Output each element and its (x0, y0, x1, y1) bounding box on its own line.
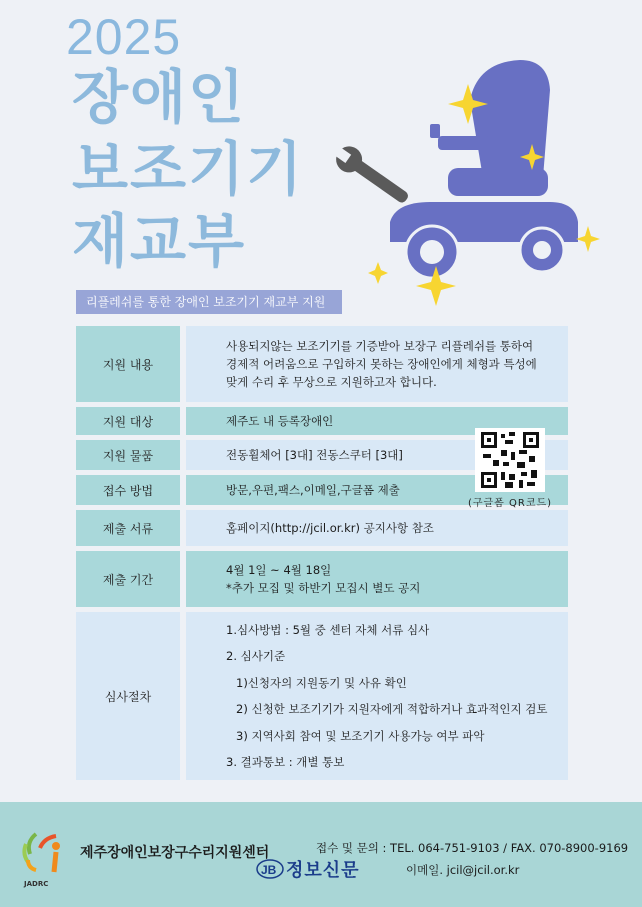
table-row (76, 326, 568, 402)
content-line: 맞게 수리 후 무상으로 지원하고자 합니다. (226, 375, 437, 389)
row-content (186, 612, 568, 780)
title-line-2: 보조기기 (72, 135, 305, 203)
qr-code-icon (481, 432, 539, 488)
row-label: 지원 물품 (76, 440, 180, 470)
press-logo (256, 856, 360, 882)
title-line-1: 장애인 (72, 63, 247, 131)
row-content (186, 510, 568, 546)
content-line: 1)신청자의 지원동기 및 사유 확인 (236, 675, 407, 690)
row-label: 지원 내용 (76, 326, 180, 402)
qr-code-block[interactable] (462, 428, 558, 509)
row-label: 제출 기간 (76, 551, 180, 607)
content-line: 경제적 어려움으로 구입하지 못하는 장애인에게 체형과 특성에 (226, 357, 537, 371)
hero-section (0, 0, 642, 330)
wrench-icon (328, 139, 414, 210)
content-line: 전동휠체어 [3대] 전동스쿠터 [3대] (226, 448, 403, 462)
qr-code-image[interactable] (475, 428, 545, 492)
press-name: 정보신문 (286, 860, 360, 881)
jadrc-logo-icon (22, 824, 72, 884)
row-content (186, 551, 568, 607)
year-heading: 2025 (66, 9, 182, 65)
content-line: 3. 결과통보 : 개별 통보 (226, 755, 345, 770)
row-label: 접수 방법 (76, 475, 180, 505)
contact-info: 접수 및 문의 : TEL. 064-751-9103 / FAX. 070-8900-9169 (316, 841, 629, 855)
content-line: 2. 심사기준 (226, 649, 286, 664)
row-label: 지원 대상 (76, 407, 180, 435)
row-label: 제출 서류 (76, 510, 180, 546)
content-line: *추가 모집 및 하반기 모집시 별도 공지 (226, 581, 421, 595)
content-line: 사용되지않는 보조기기를 기증받아 보장구 리플레쉬를 통하여 (226, 339, 534, 353)
content-line: 1.심사방법 : 5월 중 센터 자체 서류 심사 (226, 622, 430, 637)
table-row (76, 510, 568, 546)
content-line: 4월 1일 ~ 4월 18일 (226, 563, 332, 577)
table-row (76, 551, 568, 607)
subtitle-bar: 리플레쉬를 통한 장애인 보조기기 재교부 지원 (76, 290, 342, 314)
press-mark-text: JB (261, 863, 277, 877)
press-mark-icon (256, 858, 284, 880)
row-content (186, 326, 568, 402)
email-info: 이메일. jcil@jcil.or.kr (406, 863, 520, 877)
footer (0, 802, 642, 907)
content-line: 제주도 내 등록장애인 (226, 414, 334, 428)
content-line: 방문,우편,팩스,이메일,구글폼 제출 (226, 483, 400, 497)
content-line: 홈페이지(http://jcil.or.kr) 공지사항 참조 (226, 521, 434, 535)
info-table (76, 326, 568, 785)
title-line-3: 재교부 (72, 207, 247, 275)
content-line: 2) 신청한 보조기기가 지원자에게 적합하거나 효과적인지 검토 (236, 702, 548, 717)
logo-text: JADRC (24, 880, 49, 888)
wheelchair-illustration (320, 40, 620, 310)
qr-caption: (구글폼 QR코드) (467, 498, 553, 509)
content-line: 3) 지역사회 참여 및 보조기기 사용가능 여부 파악 (236, 728, 485, 743)
table-row (76, 612, 568, 780)
center-name: 제주장애인보장구수리지원센터 (80, 845, 270, 861)
row-label: 심사절차 (76, 612, 180, 780)
